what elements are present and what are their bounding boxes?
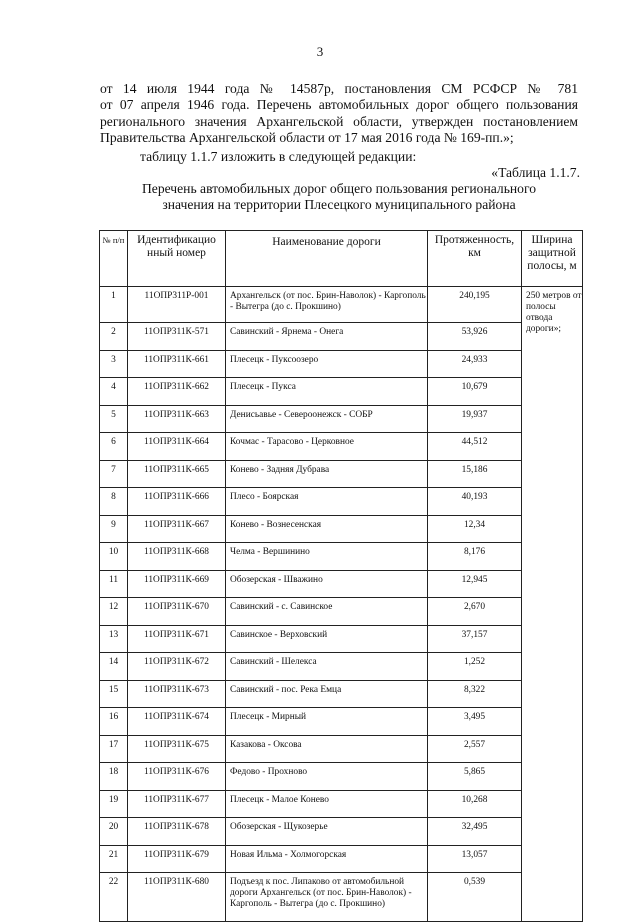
row-id: 11ОПР311К-665	[128, 460, 226, 488]
row-id: 11ОПР311К-669	[128, 570, 226, 598]
row-length: 24,933	[428, 350, 522, 378]
row-length: 3,495	[428, 708, 522, 736]
paragraph-line: регионального значения Архангельской области, утвержден постановлением	[100, 113, 578, 129]
paragraph-line: от 07 апреля 1946 года. Перечень автомобильных дорог общего пользования	[100, 97, 578, 113]
table-row	[100, 570, 583, 598]
row-name: Денисьавье - Североонежск - СОБР	[226, 405, 428, 433]
row-id: 11ОПР311К-675	[128, 735, 226, 763]
row-id: 11ОПР311К-666	[128, 488, 226, 516]
row-length: 44,512	[428, 433, 522, 461]
row-name: Плесецк - Малое Конево	[226, 790, 428, 818]
row-name: Плесецк - Пуксоозеро	[226, 350, 428, 378]
row-length: 37,157	[428, 625, 522, 653]
roads-table	[99, 230, 583, 922]
table-row	[100, 350, 583, 378]
heading-line: Перечень автомобильных дорог общего пользования регионального	[141, 181, 537, 196]
table-row	[100, 818, 583, 846]
row-num: 22	[100, 873, 128, 922]
header-id: Идентификацио нный номер	[128, 231, 226, 287]
row-id: 11ОПР311К-672	[128, 653, 226, 681]
row-id: 11ОПР311К-667	[128, 515, 226, 543]
row-name: Обозерская - Шважино	[226, 570, 428, 598]
table-row	[100, 598, 583, 626]
row-num: 19	[100, 790, 128, 818]
row-id: 11ОПР311Р-001	[128, 287, 226, 323]
instruction-text: таблицу 1.1.7 изложить в следующей редакции:	[140, 149, 417, 164]
row-name: Обозерская - Щукозерье	[226, 818, 428, 846]
row-num: 16	[100, 708, 128, 736]
header-num: № п/п	[100, 231, 128, 287]
row-length: 19,937	[428, 405, 522, 433]
table-row	[100, 515, 583, 543]
row-num: 18	[100, 763, 128, 791]
row-id: 11ОПР311К-676	[128, 763, 226, 791]
row-length: 40,193	[428, 488, 522, 516]
row-length: 53,926	[428, 323, 522, 351]
row-num: 21	[100, 845, 128, 873]
row-id: 11ОПР311К-663	[128, 405, 226, 433]
row-length: 5,865	[428, 763, 522, 791]
table-body	[100, 287, 583, 922]
row-name: Савинский - Шелекса	[226, 653, 428, 681]
row-length: 8,176	[428, 543, 522, 571]
table-row	[100, 873, 583, 922]
row-length: 2,670	[428, 598, 522, 626]
row-id: 11ОПР311К-674	[128, 708, 226, 736]
row-id: 11ОПР311К-664	[128, 433, 226, 461]
row-num: 9	[100, 515, 128, 543]
header-width: Ширина защитной полосы, м	[522, 231, 583, 287]
row-id: 11ОПР311К-671	[128, 625, 226, 653]
row-name: Плесецк - Мирный	[226, 708, 428, 736]
row-id: 11ОПР311К-680	[128, 873, 226, 922]
table-row	[100, 845, 583, 873]
row-num: 8	[100, 488, 128, 516]
row-name: Конево - Задняя Дубрава	[226, 460, 428, 488]
row-name: Савинское - Верховский	[226, 625, 428, 653]
row-id: 11ОПР311К-661	[128, 350, 226, 378]
table-row	[100, 625, 583, 653]
row-id: 11ОПР311К-668	[128, 543, 226, 571]
row-id: 11ОПР311К-678	[128, 818, 226, 846]
row-name: Кочмас - Тарасово - Церковное	[226, 433, 428, 461]
table-row	[100, 763, 583, 791]
table-row	[100, 287, 583, 323]
row-num: 5	[100, 405, 128, 433]
paragraph-line: от 14 июля 1944 года № 14587р, постановления СМ РСФСР № 781	[100, 81, 578, 96]
row-num: 4	[100, 378, 128, 406]
heading-line: значения на территории Плесецкого муниципального района	[162, 197, 516, 213]
row-length: 15,186	[428, 460, 522, 488]
row-num: 11	[100, 570, 128, 598]
row-name: Казакова - Оксова	[226, 735, 428, 763]
row-num: 1	[100, 287, 128, 323]
row-length: 12,34	[428, 515, 522, 543]
row-num: 17	[100, 735, 128, 763]
row-name: Савинский - Ярнема - Онега	[226, 323, 428, 351]
row-id: 11ОПР311К-677	[128, 790, 226, 818]
intro-paragraph	[100, 81, 578, 147]
paragraph-line: Правительства Архангельской области от 17 мая 2016 года № 169-пп.»;	[100, 130, 514, 146]
table-row	[100, 790, 583, 818]
table-row	[100, 460, 583, 488]
row-length: 240,195	[428, 287, 522, 323]
row-length: 12,945	[428, 570, 522, 598]
row-name: Подъезд к пос. Липаково от автомобильной дороги Архангельск (от пос. Брин-Наволок) - Каргополь - Вытегра (до с. Прокшино)	[226, 873, 428, 922]
row-name: Савинский - пос. Река Емца	[226, 680, 428, 708]
row-id: 11ОПР311К-571	[128, 323, 226, 351]
row-num: 15	[100, 680, 128, 708]
row-name: Савинский - с. Савинское	[226, 598, 428, 626]
row-num: 13	[100, 625, 128, 653]
row-id: 11ОПР311К-673	[128, 680, 226, 708]
page-number: 3	[316, 44, 324, 59]
row-id: 11ОПР311К-662	[128, 378, 226, 406]
table-row	[100, 653, 583, 681]
row-name: Новая Ильма - Холмогорская	[226, 845, 428, 873]
row-name: Челма - Вершинино	[226, 543, 428, 571]
row-num: 2	[100, 323, 128, 351]
row-id: 11ОПР311К-670	[128, 598, 226, 626]
table-row	[100, 735, 583, 763]
row-num: 7	[100, 460, 128, 488]
table-caption: «Таблица 1.1.7.	[491, 165, 580, 180]
row-num: 6	[100, 433, 128, 461]
row-num: 14	[100, 653, 128, 681]
row-num: 3	[100, 350, 128, 378]
table-row	[100, 680, 583, 708]
row-name: Конево - Вознесенская	[226, 515, 428, 543]
table-row	[100, 433, 583, 461]
header-name: Наименование дороги	[226, 231, 428, 287]
table-row	[100, 708, 583, 736]
table-row	[100, 378, 583, 406]
table-header-row	[100, 231, 583, 287]
row-name: Федово - Прохново	[226, 763, 428, 791]
table-row	[100, 405, 583, 433]
row-num: 20	[100, 818, 128, 846]
row-length: 1,252	[428, 653, 522, 681]
row-name: Плесо - Боярская	[226, 488, 428, 516]
table-row	[100, 323, 583, 351]
row-length: 8,322	[428, 680, 522, 708]
row-name: Плесецк - Пукса	[226, 378, 428, 406]
row-num: 12	[100, 598, 128, 626]
header-length: Протяженность, км	[428, 231, 522, 287]
row-name: Архангельск (от пос. Брин-Наволок) - Каргополь - Вытегра (до с. Прокшино)	[226, 287, 428, 323]
row-num: 10	[100, 543, 128, 571]
row-length: 2,557	[428, 735, 522, 763]
row-id: 11ОПР311К-679	[128, 845, 226, 873]
table-row	[100, 543, 583, 571]
width-note: 250 метров от полосы отвода дороги»;	[522, 287, 583, 922]
row-length: 0,539	[428, 873, 522, 922]
table-row	[100, 488, 583, 516]
row-length: 10,679	[428, 378, 522, 406]
table-heading	[100, 181, 578, 214]
row-length: 32,495	[428, 818, 522, 846]
row-length: 10,268	[428, 790, 522, 818]
row-length: 13,057	[428, 845, 522, 873]
